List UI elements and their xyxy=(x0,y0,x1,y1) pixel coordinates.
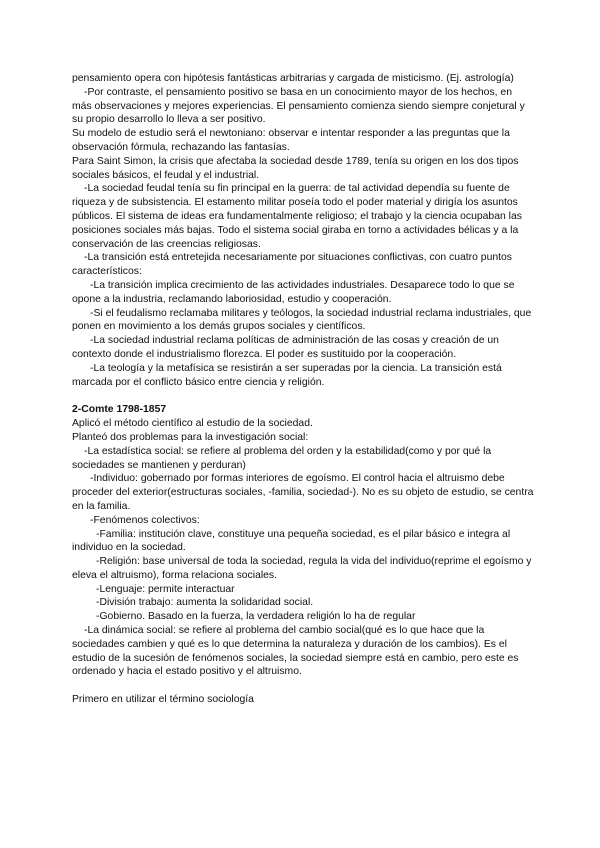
paragraph: -Lenguaje: permite interactuar xyxy=(96,583,235,595)
paragraph: -La sociedad feudal tenía su fin principal en la guerra: de tal actividad dependía su fuente de riqueza y de subsistencia. El estamento militar poseía todo el poder material y dirigía los asuntos públicos. El sistema de ideas era fundamentalmente religioso; el trabajo y la ciencia ocupaban las posiciones sociales más bajas. Todo el sistema social giraba en torno a actividades bélicas y a la conservación de las creencias religiosas. xyxy=(72,183,522,250)
document-body xyxy=(72,72,534,707)
paragraph: pensamiento opera con hipótesis fantásticas arbitrarias y cargada de misticismo. (Ej. astrología) xyxy=(72,73,514,84)
paragraph: -Gobierno. Basado en la fuerza, la verdadera religión lo ha de regular xyxy=(96,611,416,623)
paragraph: -Religión: base universal de toda la sociedad, regula la vida del individuo(reprime el egoísmo y eleva el altruismo), forma relaciona sociales. xyxy=(72,556,532,581)
paragraph: Para Saint Simon, la crisis que afectaba la sociedad desde 1789, tenía su origen en los dos tipos sociales básicos, el feudal y el industrial. xyxy=(72,155,519,181)
paragraph: Aplicó el método científico al estudio de la sociedad. xyxy=(72,418,313,430)
section-heading: 2-Comte 1798-1857 xyxy=(72,404,167,416)
paragraph: -Si el feudalismo reclamaba militares y teólogos, la sociedad industrial reclama industriales, que ponen en movimiento a los demás grupos sociales y científicos. xyxy=(72,307,532,333)
paragraph: -La transición está entretejida necesariamente por situaciones conflictivas, con cuatro puntos característicos: xyxy=(72,252,512,278)
paragraph: -Por contraste, el pensamiento positivo se basa en un conocimiento mayor de los hechos, en más observaciones y mejores experiencias. El pensamiento comienza siendo siempre conjetural y su propio desarrollo lo lleva a ser positivo. xyxy=(72,86,525,126)
paragraph: -La sociedad industrial reclama políticas de administración de las cosas y creación de un contexto donde el industrialismo florezca. El poder es sustituido por la cooperación. xyxy=(72,335,499,360)
paragraph: -División trabajo: aumenta la solidaridad social. xyxy=(96,597,314,609)
paragraph-gap xyxy=(72,679,534,693)
paragraph: -La dinámica social: se refiere al problema del cambio social(qué es lo que hace que la sociedades cambien y qué es lo que determina la naturaleza y duración de los cambios). Es el estudio de la sucesión de fenómenos sociales, la sociedad siempre está en cambio, pero este es ordenado y hacia el estado positivo y el altruismo. xyxy=(72,625,519,678)
paragraph: -La teología y la metafísica se resistirán a ser superadas por la ciencia. La transición está marcada por el conflicto básico entre ciencia y religión. xyxy=(72,362,502,388)
paragraph: -Individuo: gobernado por formas interiores de egoísmo. El control hacia el altruismo debe proceder del exterior(estructuras sociales, -familia, sociedad-). No es su objeto de estudio, se centra en la familia. xyxy=(72,473,534,512)
paragraph: Planteó dos problemas para la investigación social: xyxy=(72,431,309,443)
paragraph: Su modelo de estudio será el newtoniano: observar e intentar responder a las preguntas que la observación fórmula, rechazando las fantasías. xyxy=(72,128,510,153)
paragraph: Primero en utilizar el término sociología xyxy=(72,694,254,706)
paragraph-gap xyxy=(72,389,534,403)
paragraph: -Familia: institución clave, constituye una pequeña sociedad, es el pilar básico e integra al individuo en la sociedad. xyxy=(72,528,511,554)
paragraph: -Fenómenos colectivos: xyxy=(90,514,200,526)
paragraph: -La estadística social: se refiere al problema del orden y la estabilidad(como y por qué la sociedades se mantienen y perduran) xyxy=(72,445,492,471)
paragraph: -La transición implica crecimiento de las actividades industriales. Desaparece todo lo que se opone a la industria, reclamando laboriosidad, estudio y cooperación. xyxy=(72,279,515,305)
